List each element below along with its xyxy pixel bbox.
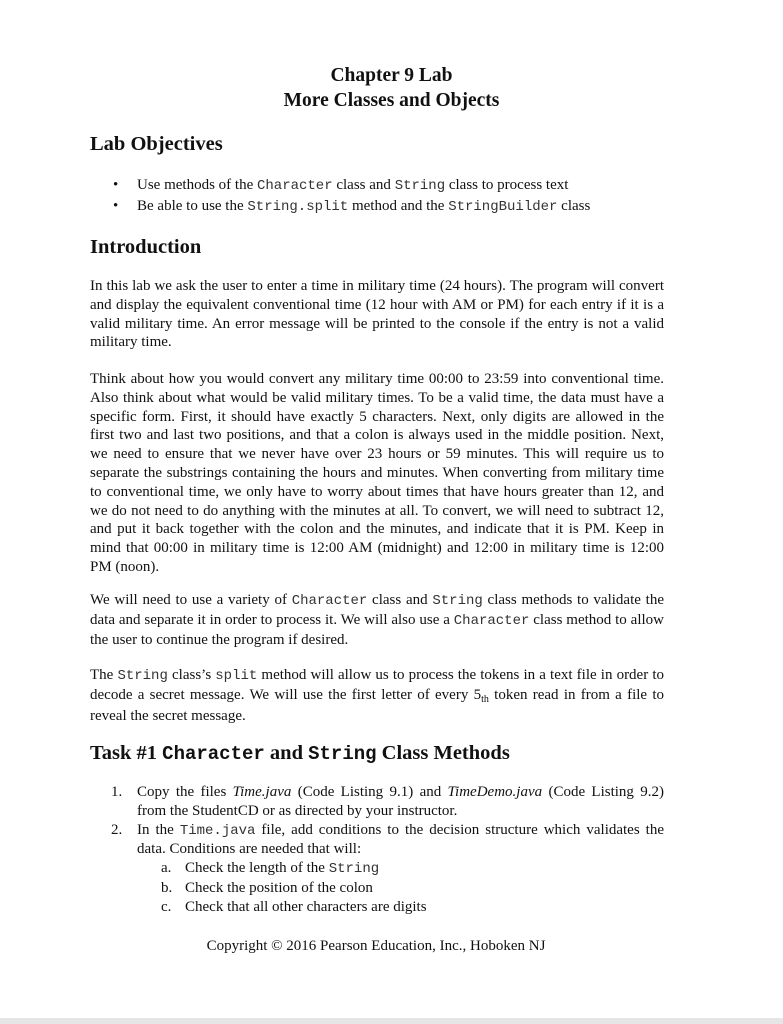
viewer-bottom-edge <box>0 1018 783 1024</box>
task-step: 2. In the Time.java file, add conditions to the decision structure which validates the data. Conditions are needed that will: a. Check the length of the String b. Check the position of the colon c. Check that all other characters are digits <box>111 821 664 915</box>
page-title <box>0 63 783 113</box>
bullet-icon: • <box>113 177 119 193</box>
chapter-title: Chapter 9 Lab <box>330 65 453 86</box>
intro-paragraph-4: The String class’s split method will allow us to process the tokens in a text file in order to decode a secret message. We will use the first letter of every $5_{th}$ token read in from a file to reveal the secret message. <box>90 667 665 724</box>
objectives-heading: Lab Objectives <box>90 133 223 155</box>
sub-step: c. Check that all other characters are digits <box>161 898 427 915</box>
task1-steps <box>111 783 664 917</box>
intro-paragraph-3: We will need to use a variety of Character class and String class methods to validate the data and separate it in order to process it. We will also use a Character class method to allow the user to continue the program if desired. <box>90 592 664 648</box>
objective-item: • Be able to use the String.split method and the StringBuilder class <box>113 198 591 215</box>
sub-steps <box>137 859 664 916</box>
task-step: 1. Copy the files Time.java (Code Listing 9.1) and TimeDemo.java (Code Listing 9.2) from the StudentCD or as directed by your instructor. <box>111 784 664 819</box>
sub-step: a. Check the length of the String <box>161 860 380 878</box>
introduction-heading: Introduction <box>90 236 202 258</box>
task1-heading: Task #1 Character and String Class Methods <box>90 742 510 765</box>
bullet-icon: • <box>113 198 119 214</box>
sub-step: b. Check the position of the colon <box>161 879 373 896</box>
intro-paragraph-1: In this lab we ask the user to enter a time in military time (24 hours). The program will convert and display the equivalent conventional time (12 hour with AM or PM) for each entry if it is a valid military time. An error message will be printed to the console if the entry is not a valid military time. <box>90 278 664 351</box>
copyright-footer: Copyright © 2016 Pearson Education, Inc., Hoboken NJ <box>206 938 546 954</box>
objectives-list <box>110 175 590 217</box>
intro-paragraph-2: Think about how you would convert any military time 00:00 to 23:59 into conventional time. Also think about what would be valid military times. To be a valid time, the data must have a specific form. First, it should have exactly 5 characters. Next, only digits are allowed in the first two and last two positions, and that a colon is always used in the middle position. Next, we need to ensure that we never have over 23 hours or 59 minutes. This will require us to separate the substrings containing the hours and minutes. When converting from military time to conventional time, we only have to worry about times that have hours greater than 12, and we do not need to do anything with the minutes at all. To convert, we will need to subtract 12, and put it back together with the colon and the minutes, and indicate that it is PM. Keep in mind that 00:00 in military time is 12:00 AM (midnight) and 12:00 in military time is 12:00 PM (noon). <box>90 371 664 575</box>
objective-item: • Use methods of the Character class and String class to process text <box>113 177 569 194</box>
chapter-subtitle: More Classes and Objects <box>283 90 500 111</box>
